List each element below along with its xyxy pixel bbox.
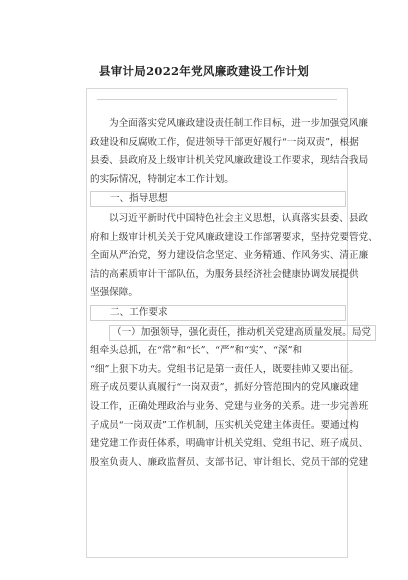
intro-line: 为全面落实党风廉政建设责任制工作目标，进一步加强党风廉 (109, 118, 369, 129)
intro-line: 县委、县政府及上级审计机关党风廉政建设工作要求，现结合我局 (90, 155, 369, 167)
section1-line: 以习近平新时代中国特色社会主义思想，认真落实县委、县政 (109, 212, 369, 224)
section2-line: 班子成员要认真履行“一岗双责”，抓好分管范围内的党风廉政建 (90, 382, 359, 394)
section-heading-work-requirements: 二、工作要求 (90, 305, 346, 321)
subsection-first-line: （一）加强领导，强化责任，推动机关党建高质量发展。局党 (109, 325, 376, 341)
section1-line: 洁的高素质审计干部队伍，为服务县经济社会健康协调发展提供 (90, 268, 359, 280)
section2-line: 股室负责人、廉政监督员、支部书记、审计组长、党员干部的党建 (90, 456, 369, 468)
section2-first-line (90, 324, 372, 343)
section2-line: “细”上狠下功夫。党组书记是第一责任人，既要挂帅又要出征。 (90, 363, 359, 375)
section2-line: 建党建工作责任体系，明确审计机关党组、党组书记、班子成员、 (90, 438, 369, 450)
section2-line: 设工作，正确处理政治与业务、党建与业务的关系。进一步完善班 (90, 400, 369, 412)
frame-top-rule (97, 99, 337, 100)
intro-line: 政建设和反腐败工作，促进领导干部更好履行“一岗双责”，根据 (90, 136, 359, 148)
intro-line: 的实际情况，特制定本工作计划。 (90, 173, 234, 185)
section1-line: 府和上级审计机关关于党风廉政建设工作部署要求，坚持党要管党、 (90, 231, 378, 243)
section2-line: 子成员“一岗双责”工作机制，压实机关党建主体责任。要通过构 (90, 419, 359, 431)
section2-line: 组牵头总抓，在“常”和“长”、“严”和“实”、“深”和 (90, 345, 303, 357)
document-body (90, 115, 378, 472)
document-title: 县审计局2022年党风廉政建设工作计划 (98, 64, 310, 78)
section1-line: 全面从严治党，努力建设信念坚定、业务精通、作风务实、清正廉 (90, 250, 369, 262)
section-heading-guiding-ideology: 一、指导思想 (90, 191, 346, 207)
section1-line: 坚强保障。 (90, 287, 138, 299)
